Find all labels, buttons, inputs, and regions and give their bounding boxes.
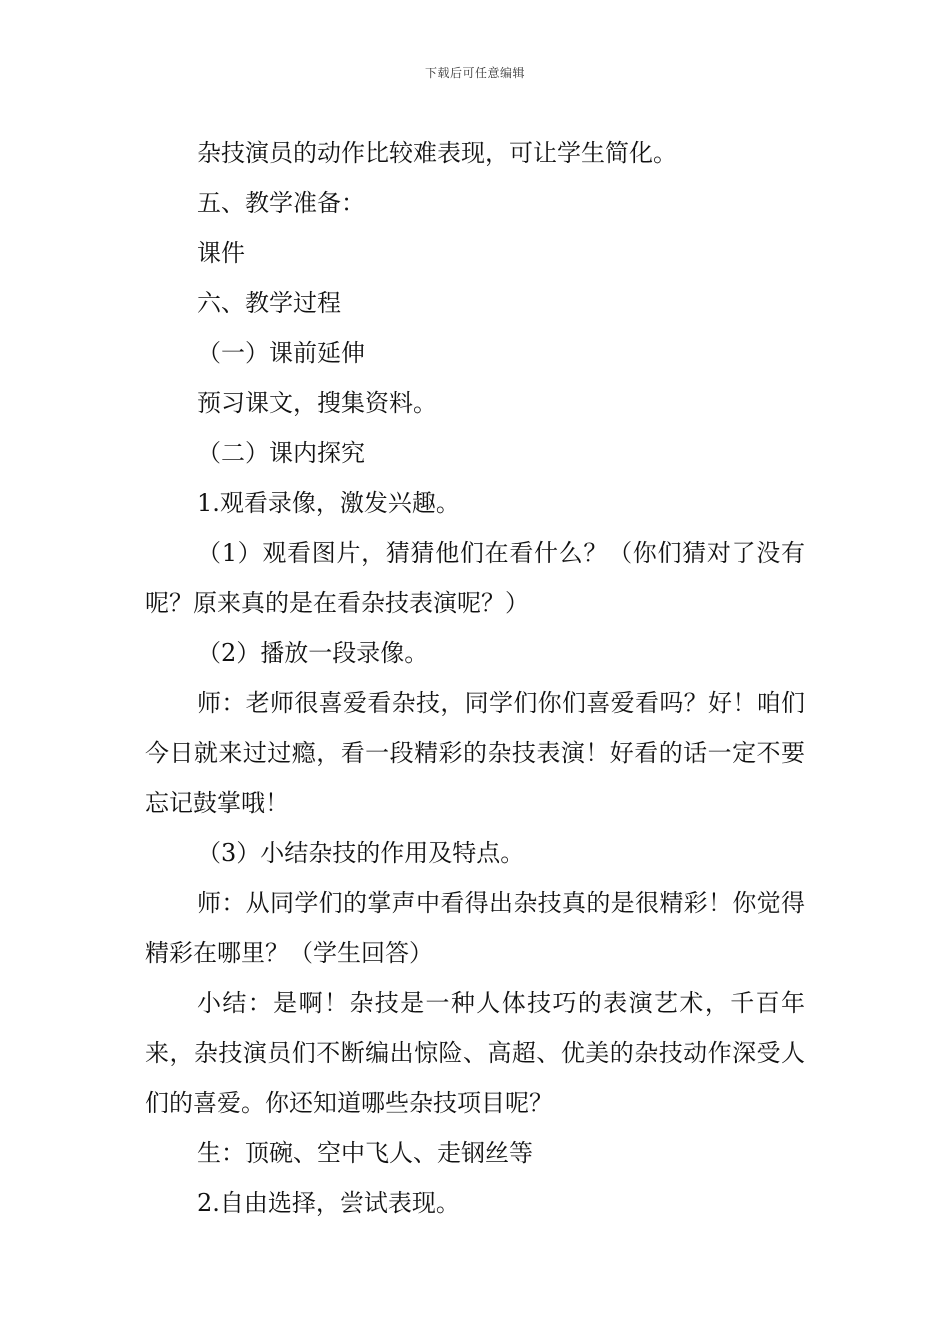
step-2-heading: 2.自由选择，尝试表现。 xyxy=(197,1189,460,1217)
paragraph-courseware: 课件 xyxy=(197,239,245,267)
subheading-in-class: （二）课内探究 xyxy=(197,439,365,467)
subheading-pre-class: （一）课前延伸 xyxy=(197,339,365,367)
document-body xyxy=(145,128,805,1228)
section-heading-preparation: 五、教学准备： xyxy=(197,189,365,217)
summary-paragraph: 小结：是啊！杂技是一种人体技巧的表演艺术，千百年来，杂技演员们不断编出惊险、高超、优美的杂技动作深受人们的喜爱。你还知道哪些杂技项目呢？ xyxy=(145,989,805,1117)
step-1-item-2: （2）播放一段录像。 xyxy=(197,639,429,667)
teacher-dialogue-1: 师：老师很喜爱看杂技，同学们你们喜爱看吗？好！咱们今日就来过过瘾，看一段精彩的杂技表演！好看的话一定不要忘记鼓掌哦！ xyxy=(145,689,805,817)
section-heading-process: 六、教学过程 xyxy=(197,289,341,317)
step-1-item-3: （3）小结杂技的作用及特点。 xyxy=(197,839,525,867)
step-1-item-1: （1）观看图片，猜猜他们在看什么？（你们猜对了没有呢？原来真的是在看杂技表演呢？） xyxy=(145,539,805,617)
paragraph-1: 杂技演员的动作比较难表现，可让学生简化。 xyxy=(197,139,677,167)
teacher-dialogue-2: 师：从同学们的掌声中看得出杂技真的是很精彩！你觉得精彩在哪里？（学生回答） xyxy=(145,889,805,967)
page-header: 下载后可任意编辑 xyxy=(424,66,525,80)
student-answer: 生：顶碗、空中飞人、走钢丝等 xyxy=(197,1139,533,1167)
step-1-heading: 1.观看录像，激发兴趣。 xyxy=(197,489,460,517)
paragraph-preview: 预习课文，搜集资料。 xyxy=(197,389,437,417)
